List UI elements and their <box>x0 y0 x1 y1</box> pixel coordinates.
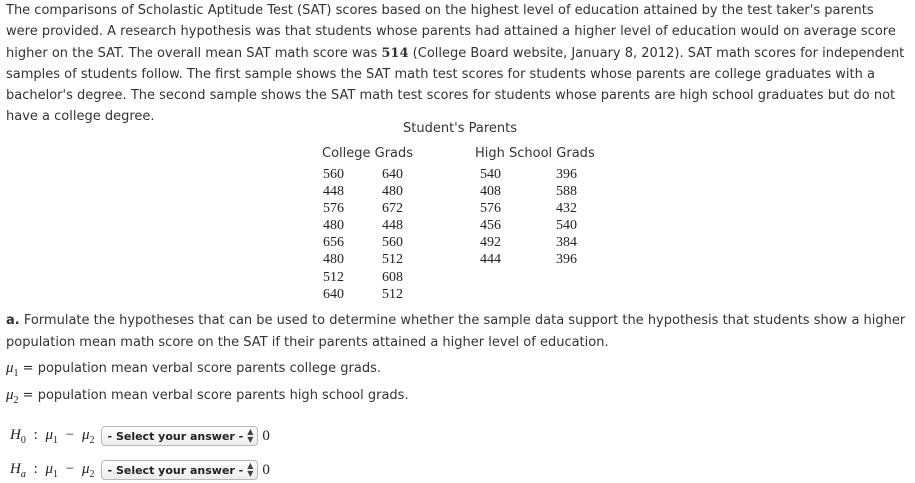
score-cell: 656 <box>323 235 344 251</box>
mu1-definition <box>6 360 381 379</box>
question-a <box>6 310 911 353</box>
score-cell: 396 <box>556 252 577 268</box>
score-cell: 576 <box>480 201 501 217</box>
score-cell: 432 <box>556 201 577 217</box>
score-cell: 512 <box>382 252 403 268</box>
score-cell: 408 <box>480 184 501 200</box>
score-cell: 576 <box>323 201 344 217</box>
score-cell: 640 <box>382 167 403 182</box>
mu1-symbol: $\mu_1$ <box>6 360 19 379</box>
score-cell: 640 <box>323 286 344 302</box>
score-cell: 448 <box>382 218 403 234</box>
null-hypothesis-row <box>10 426 270 446</box>
alternative-hypothesis-row <box>10 460 270 480</box>
alternative-hypothesis-value: 0 <box>262 461 270 478</box>
intro-text-after: (College Board website, January 8, 2012). SAT math scores for independent samples of students follow. The first sample shows the SAT math test scores for students whose parents are college graduates with a bachelor's degree. The second sample shows the SAT math test scores for students whose parents are high school graduates but do not have a college degree. <box>6 45 905 125</box>
high-school-grads-column-2 <box>556 166 577 269</box>
mu2-definition-text: = population mean verbal score parents high school grads. <box>22 388 409 403</box>
score-cell: 588 <box>556 184 577 200</box>
college-grads-column-1 <box>323 166 344 303</box>
table-title: Student's Parents <box>403 121 518 136</box>
college-grads-header: College Grads <box>322 146 414 161</box>
problem-statement <box>6 0 906 128</box>
score-cell: 384 <box>556 235 577 251</box>
score-cell: 480 <box>323 252 344 268</box>
mu1-definition-text: = population mean verbal score parents college grads. <box>22 361 382 376</box>
score-cell: 512 <box>323 269 344 285</box>
mu2-definition <box>6 387 409 406</box>
score-cell: 492 <box>480 235 501 251</box>
score-cell: 456 <box>480 218 501 234</box>
high-school-grads-header: High School Grads <box>475 146 595 161</box>
score-cell: 480 <box>323 218 344 234</box>
score-cell: 448 <box>323 184 344 200</box>
high-school-grads-column-1 <box>480 166 501 269</box>
select-arrows-icon: ▲ ▼ <box>247 461 254 478</box>
null-hypothesis-select[interactable] <box>101 426 259 446</box>
score-cell: 608 <box>382 269 403 285</box>
college-grads-column-2 <box>382 166 403 303</box>
score-cell: 560 <box>382 235 403 251</box>
score-cell: 480 <box>382 184 403 200</box>
null-hypothesis-symbol: $H_0$ : $\mu_1 - \mu_2$ <box>10 426 95 446</box>
intro-text-before: The comparisons of Scholastic Aptitude Test (SAT) scores based on the highest level of education attained by the test taker's parents were provided. A research hypothesis was that students whose parents had attained a higher level of education would on average score higher on the SAT. The overall mean SAT math score was <box>6 3 896 61</box>
alternative-hypothesis-symbol: $H_a$ : $\mu_1 - \mu_2$ <box>10 460 95 480</box>
alternative-hypothesis-select-label: - Select your answer - <box>107 463 244 477</box>
score-cell: 444 <box>480 252 501 268</box>
score-cell: 512 <box>382 286 403 302</box>
overall-mean-value: 514 <box>381 45 409 61</box>
score-cell: 396 <box>556 167 577 182</box>
score-cell: 540 <box>480 167 501 182</box>
score-cell: 560 <box>323 167 344 182</box>
question-a-text: Formulate the hypotheses that can be used to determine whether the sample data support the hypothesis that students show a higher population mean math score on the SAT if their parents attained a higher level of education. <box>6 313 906 350</box>
question-a-label: a. <box>6 313 20 328</box>
null-hypothesis-value: 0 <box>262 427 270 444</box>
mu2-symbol: $\mu_2$ <box>6 387 19 406</box>
score-cell: 672 <box>382 201 403 217</box>
alternative-hypothesis-select[interactable] <box>101 460 259 480</box>
score-cell: 540 <box>556 218 577 234</box>
null-hypothesis-select-label: - Select your answer - <box>107 429 244 443</box>
select-arrows-icon: ▲ ▼ <box>247 427 254 444</box>
